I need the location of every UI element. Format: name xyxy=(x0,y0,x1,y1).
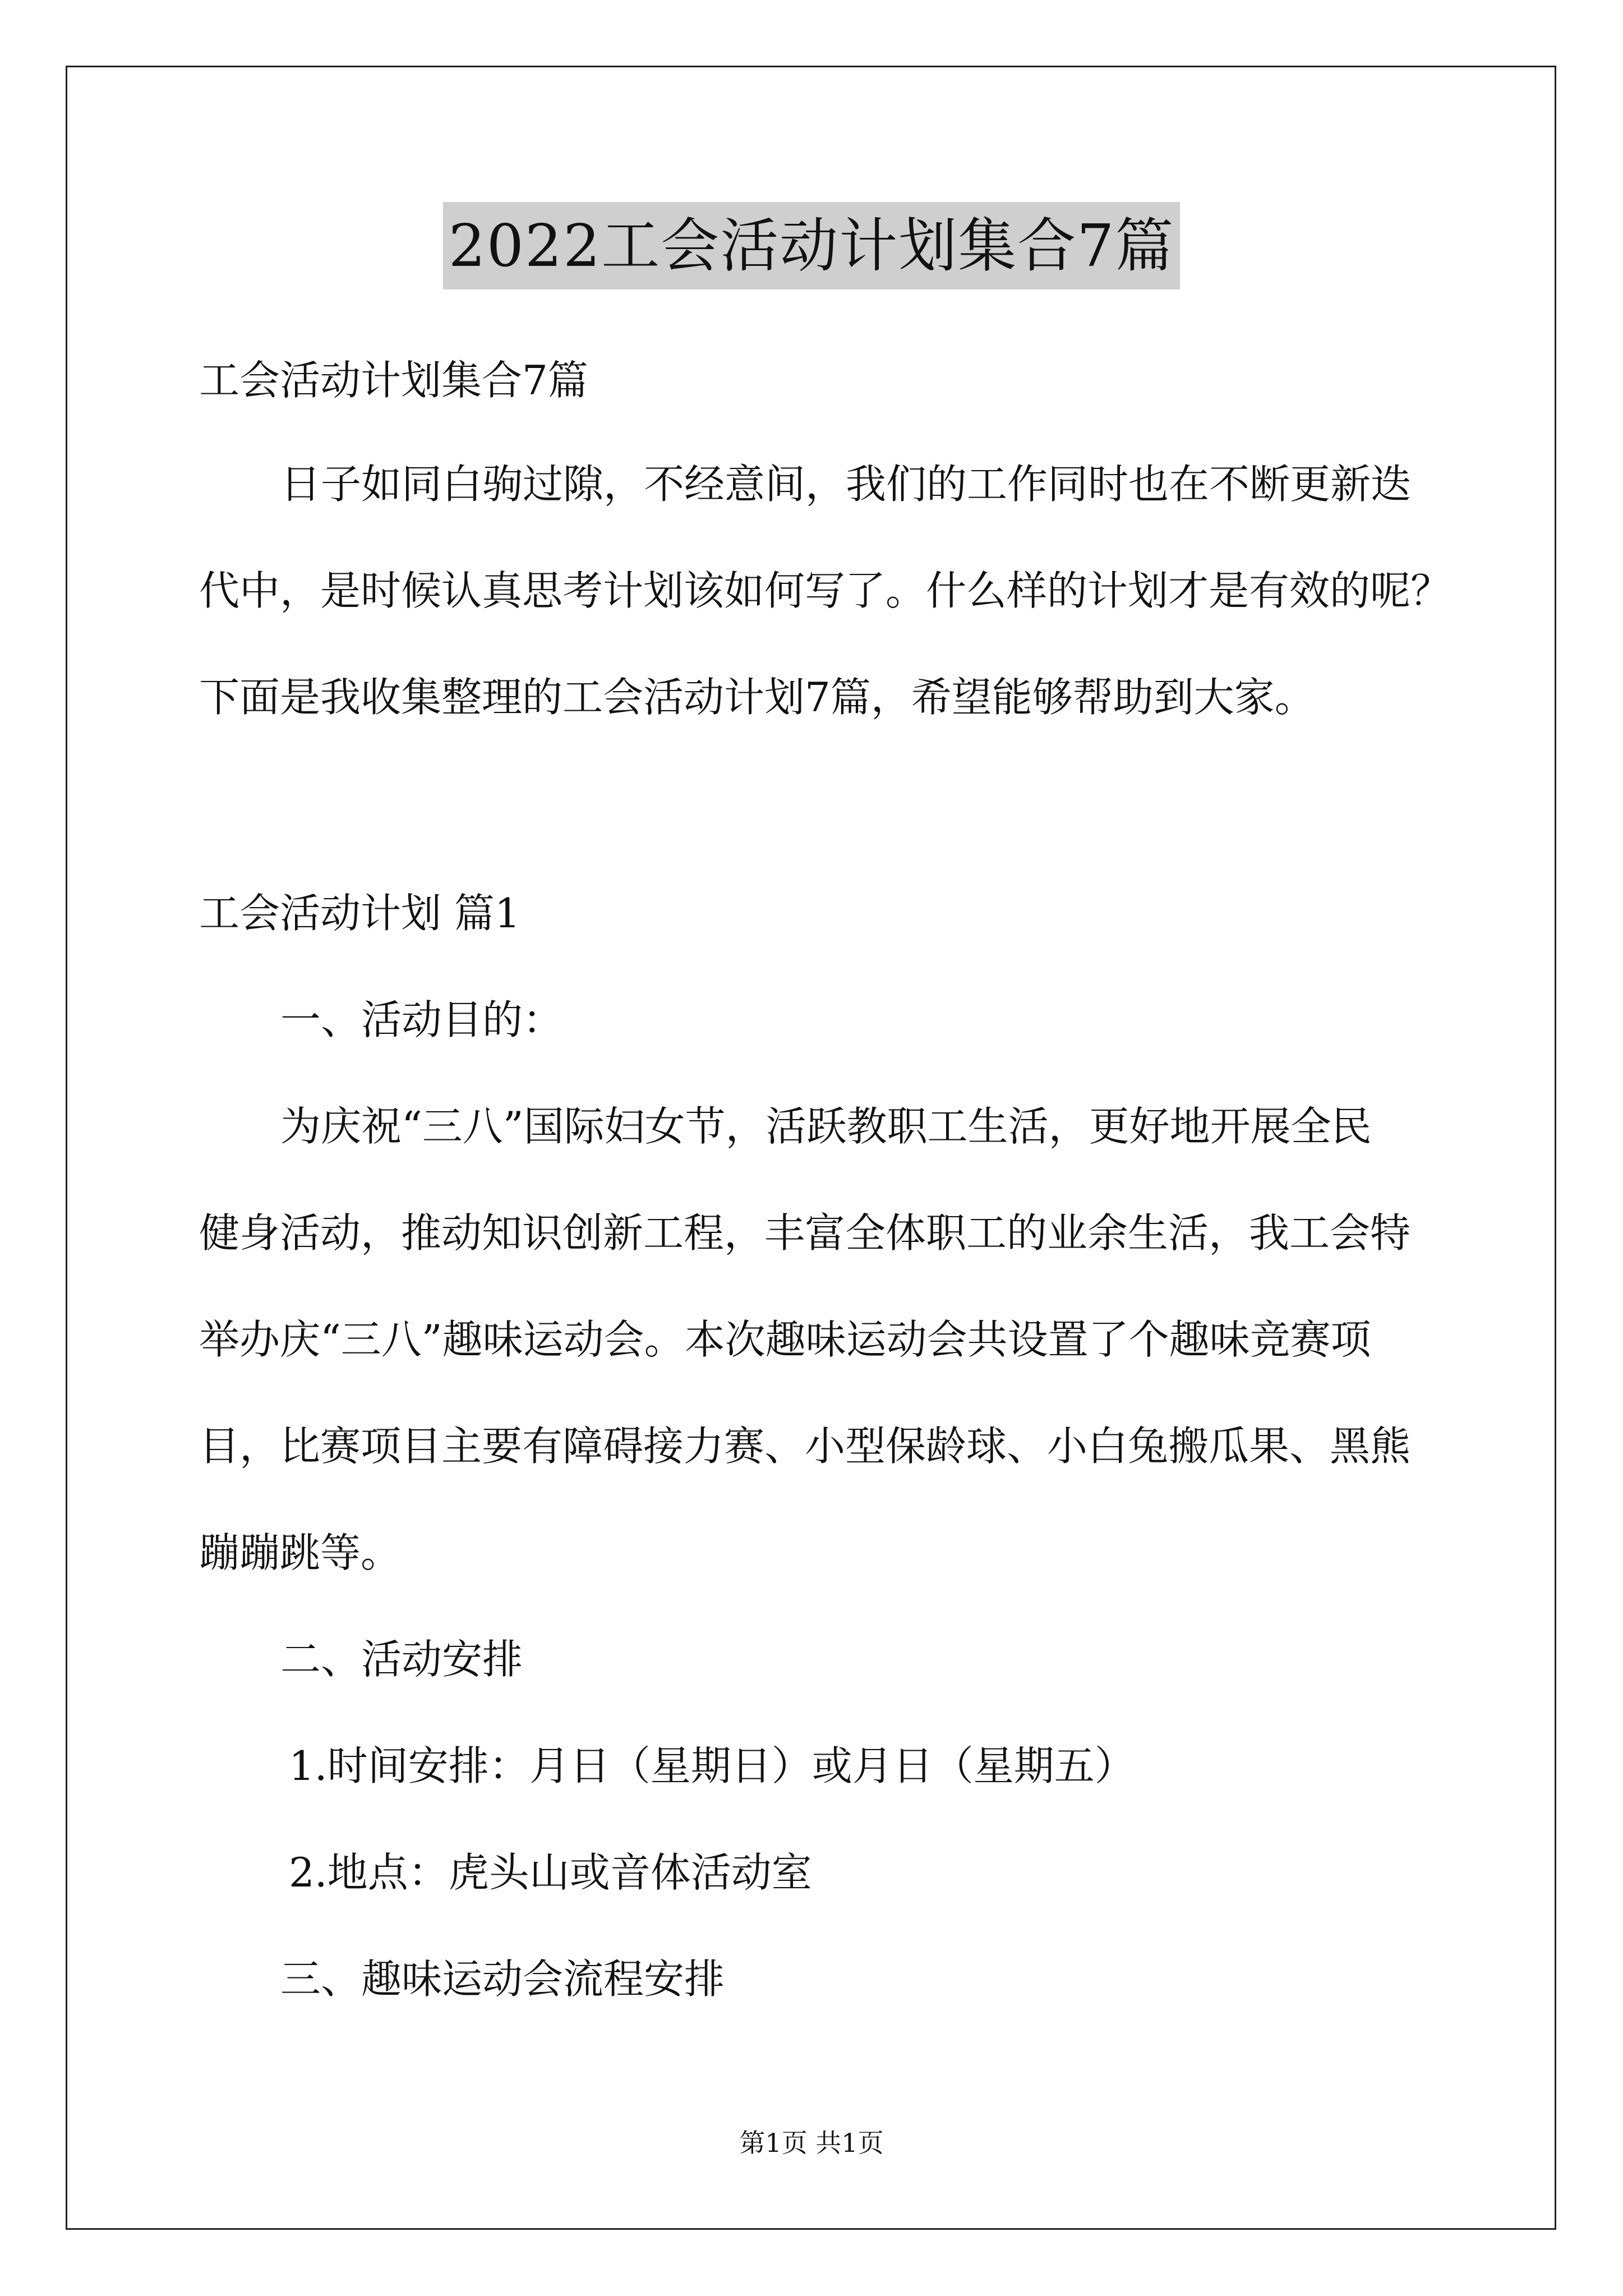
purpose-line-3: 举办庆“三八”趣味运动会。本次趣味运动会共设置了个趣味竞赛项 xyxy=(199,1316,1371,1363)
document-title: 2022工会活动计划集合7篇 xyxy=(443,202,1181,289)
intro-line-1: 日子如同白驹过隙，不经意间，我们的工作同时也在不断更新迭 xyxy=(280,461,1412,508)
intro-line-3: 下面是我收集整理的工会活动计划7篇，希望能够帮助到大家。 xyxy=(199,674,1315,721)
purpose-line-4: 目，比赛项目主要有障碍接力赛、小型保龄球、小白兔搬瓜果、黑熊 xyxy=(199,1423,1411,1470)
place-arrangement: 2.地点：虎头山或音体活动室 xyxy=(289,1849,812,1896)
title-wrap xyxy=(0,202,1623,289)
page-footer: 第1页 共1页 xyxy=(739,2128,884,2158)
document-subtitle: 工会活动计划集合7篇 xyxy=(199,357,588,404)
time-arrangement: 1.时间安排：月日（星期日）或月日（星期五） xyxy=(289,1742,1135,1789)
purpose-line-2: 健身活动，推动知识创新工程，丰富全体职工的业余生活，我工会特 xyxy=(199,1209,1411,1257)
intro-line-2: 代中，是时候认真思考计划该如何写了。什么样的计划才是有效的呢？ xyxy=(199,567,1451,614)
purpose-line-1: 为庆祝“三八”国际妇女节，活跃教职工生活，更好地开展全民 xyxy=(280,1103,1372,1150)
flow-heading: 三、趣味运动会流程安排 xyxy=(280,1955,725,2003)
section-heading: 工会活动计划 篇1 xyxy=(199,890,520,937)
arrangement-heading: 二、活动安排 xyxy=(280,1636,523,1683)
purpose-line-5: 蹦蹦跳等。 xyxy=(199,1529,402,1576)
purpose-heading: 一、活动目的： xyxy=(280,996,564,1043)
